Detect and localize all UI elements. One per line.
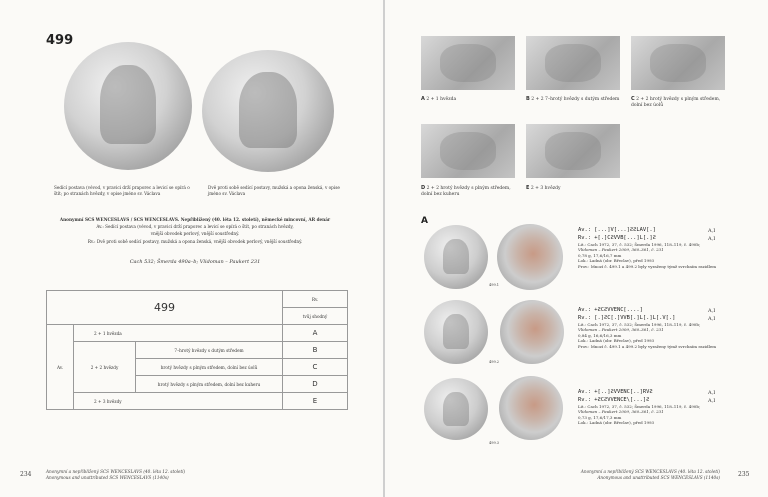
legend-av: Av.: +[..]ƧVVENC[..]RVƧ — [578, 389, 653, 395]
table-cell-detail: hrotý hvězdy s plným středem, dolní bez kuheru — [136, 376, 283, 393]
table-col-rv: Rv. — [283, 291, 348, 308]
description-av: Av.: Sedící postava (vévod, v pravici drží praporec a levicí se opírá o štít, po stranách hvězdy, — [96, 224, 294, 229]
footer-czech: Anonymní a nepřiblížený SCS WENCESLAVS (40. léta 12. století) — [580, 469, 720, 474]
locality: Lok.: Ladná (obr. Břeclav), před 1993 — [578, 338, 655, 344]
weight-size: 0,84 g, 16,6/16,3 mm — [578, 332, 622, 338]
table-cell-group: 2 + 3 hvězdy — [74, 393, 283, 410]
locality: Lok.: Ladná (obr. Břeclav), před 1993 — [578, 420, 655, 426]
table-cell-detail: 7–hrotý hvězdy s dutým středem — [136, 342, 283, 359]
variant-table — [46, 290, 348, 410]
coin-label: 499.1 — [489, 283, 500, 287]
coin-entry — [578, 306, 723, 349]
detail-photo-a — [421, 36, 515, 90]
table-col-rv-sub: tvůj shodný — [283, 308, 348, 325]
coin-image-499-2-obverse — [424, 300, 488, 364]
literature-cont: Vlidoman – Paukert 2009, 360–361, č. 231 — [578, 247, 664, 253]
detail-photo-d — [421, 124, 515, 178]
coin-label: 499.3 — [489, 441, 500, 445]
footer-english: Anonymous and unattributed SCS WENCESLAVS (1140s) — [46, 475, 169, 480]
page-number: 234 — [20, 471, 32, 478]
detail-photo-b — [526, 36, 620, 90]
literature-cont: Vlidoman – Paukert 2009, 360–361, č. 231 — [578, 409, 664, 415]
table-cell-letter: B — [283, 342, 348, 359]
av-code: A,I — [708, 390, 716, 396]
literature: Lit.: Cach 1972, 37, č. 532; Šmerda 1996, 118–119, č. 490b; — [578, 322, 701, 327]
photo-label-a: A 2 + 1 hvězda — [421, 96, 457, 102]
coin-reverse-image — [202, 50, 334, 172]
legend-rv: Rv.: +ƧCƧVVENCE\[...]Ƨ — [578, 397, 650, 403]
table-cell-letter: A — [283, 325, 348, 342]
left-page — [0, 0, 383, 497]
weight-size: 0,78 g, 17,6/16,7 mm — [578, 252, 622, 258]
table-cell-letter: D — [283, 376, 348, 393]
av-code: A,I — [708, 228, 716, 234]
table-cell-letter: E — [283, 393, 348, 410]
legend-av: Av.: [...]V[...]ƧƧLAV[.] — [578, 227, 656, 233]
legend-rv: Rv.: +[.]CƧVVB[...]L[.]Ƨ — [578, 235, 656, 241]
rv-code: A,I — [708, 236, 716, 242]
page-number: 235 — [738, 471, 750, 478]
table-row-label-av: Av. — [47, 325, 74, 410]
detail-photo-c — [631, 36, 725, 90]
rv-code: A,I — [708, 316, 716, 322]
table-row — [47, 325, 348, 342]
table-row — [47, 342, 348, 359]
entry-heading: Anonymní SCS WENCESLAVS / SCS WENCESLAVS. Nepřiblížený (40. léta 12. století), německé mincovní, AR denár — [59, 217, 331, 222]
table-cell-group: 2 + 1 hvězda — [74, 325, 283, 342]
photo-label-b: B 2 + 2 7–hrotý hvězdy s dutým středem — [526, 96, 620, 102]
coin-image-499-3-obverse — [424, 378, 488, 440]
av-code: A,I — [708, 308, 716, 314]
table-cell-detail: hrotý hvězdy s plným středem, dolní bez úolů — [136, 359, 283, 376]
coin-image-499-2-reverse — [500, 300, 564, 364]
legend-rv: Rv.: [.]ƧC[.]VVB[.]L[.]L[.V[.] — [578, 315, 676, 321]
table-title: 499 — [47, 291, 283, 325]
photo-label-d: D 2 + 2 hrotý hvězdy s plným středem, dolní bez kuheru — [421, 185, 511, 197]
coin-label: 499.2 — [489, 360, 500, 364]
references: Cach 532; Šmerda 490a–b; Vlidoman – Paukert 231 — [129, 259, 261, 265]
coin-image-499-1-reverse — [497, 224, 563, 290]
locality: Lok.: Ladná (obr. Břeclav), před 1993 — [578, 258, 655, 264]
detail-photo-e — [526, 124, 620, 178]
photo-label-c: C 2 + 2 hrotý hvězdy s plným středem, dolní bez úolů — [631, 96, 721, 108]
coin-image-499-3-reverse — [499, 376, 563, 440]
description-av-cont: vnější obvodek perlový, vnější soustředný. — [150, 231, 240, 236]
rv-code: A,I — [708, 398, 716, 404]
footer-czech: Anonymní a nepřiblížený SCS WENCESLAVS (40. léta 12. století) — [46, 469, 186, 474]
coin-image-499-1-obverse — [424, 225, 488, 289]
literature-cont: Vlidoman – Paukert 2009, 360–361, č. 231 — [578, 327, 664, 333]
table-cell-group: 2 + 2 hvězdy — [74, 342, 136, 393]
coin-obverse-image — [64, 42, 192, 170]
literature: Lit.: Cach 1972, 37, č. 532; Šmerda 1996, 118–119, č. 490b; — [578, 242, 701, 247]
description-rv: Rv.: Dvě proti sobě sedící postavy, mužská a opona ženská, vnější obvodek perlový, vnější soustředný. — [87, 239, 303, 244]
table-row — [47, 393, 348, 410]
literature: Lit.: Cach 1972, 37, č. 532; Šmerda 1996, 118–119, č. 490b; — [578, 404, 701, 409]
table-cell-letter: C — [283, 359, 348, 376]
caption-obverse: Sedící postava (vévod, v pravici drží praporec a levicí se opírá o štít; po stranách hvězdy, v opise jméno sv. Václava — [54, 185, 190, 196]
section-letter: A — [421, 216, 428, 226]
coin-entry — [578, 388, 723, 426]
caption-reverse: Dvě proti sobě sedící postavy, mužská a opona ženská, v opise jméno sv. Václava — [208, 185, 340, 196]
footer-english: Anonymous and unattributed SCS WENCESLAVS (1140s) — [597, 475, 720, 480]
catalog-number: 499 — [46, 33, 74, 48]
photo-label-e: E 2 + 3 hvězdy — [526, 185, 561, 191]
coin-entry — [578, 226, 723, 269]
legend-av: Av.: +ƧCƧVVENC[....] — [578, 307, 643, 313]
weight-size: 0,73 g, 17,6/17,3 mm — [578, 414, 622, 420]
provenance: Prov.: Mnozí č. 499.1 a 499.2 byly vyraženy týmž svrchním razidlem — [578, 343, 717, 349]
provenance: Prov.: Mnozí č. 499.1 a 499.2 byly vyraženy týmž svrchním razidlem — [578, 263, 717, 269]
